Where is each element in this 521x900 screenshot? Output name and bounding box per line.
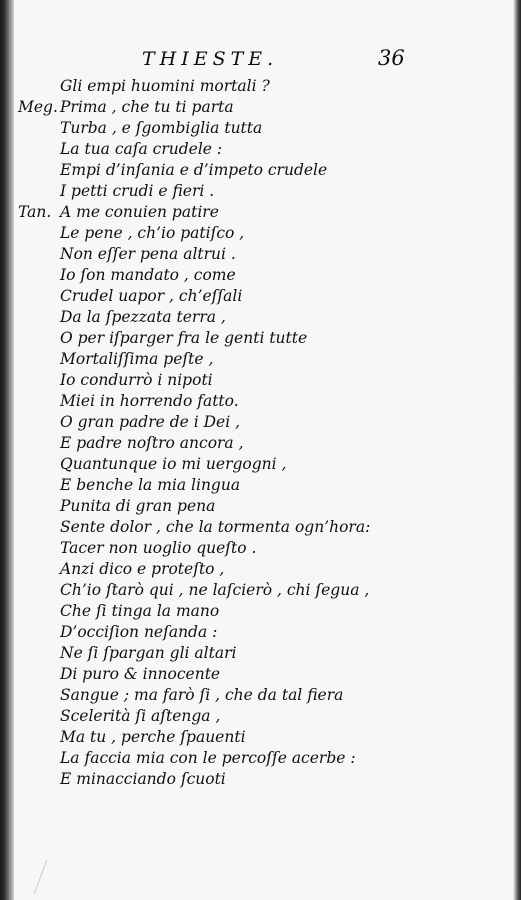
verse-line <box>0 559 521 580</box>
verse-line-text: Crudel uapor , ch’eſſali <box>60 287 243 305</box>
verse-line <box>0 496 521 517</box>
verse-line-text: Io condurrò i nipoti <box>60 371 213 389</box>
verse-line-text: E benche la mia lingua <box>60 476 241 494</box>
verse-line-text: Mortaliſſima peſte , <box>60 350 214 368</box>
verse-line-text: Prima , che tu ti parta <box>60 98 234 116</box>
verse-line <box>0 538 521 559</box>
verse-line <box>0 265 521 286</box>
verse-line-text: Scelerità ſi aſtenga , <box>60 707 221 725</box>
verse-line <box>0 706 521 727</box>
verse-line-text: O per iſparger fra le genti tutte <box>60 329 308 347</box>
verse-line <box>0 118 521 139</box>
ink-mark <box>34 860 77 894</box>
verse-text-block <box>0 76 521 790</box>
verse-line <box>0 139 521 160</box>
verse-line-text: O gran padre de i Dei , <box>60 413 241 431</box>
verse-line <box>0 370 521 391</box>
verse-line-text: Miei in horrendo fatto. <box>60 392 239 410</box>
verse-line-text: A me conuien patire <box>60 203 219 221</box>
verse-line <box>0 433 521 454</box>
verse-line <box>0 601 521 622</box>
page-number: 36 <box>378 46 405 70</box>
verse-line <box>0 286 521 307</box>
verse-line-text: E padre noſtro ancora , <box>60 434 244 452</box>
verse-line-text: Le pene , ch’io patiſco , <box>60 224 245 242</box>
verse-line <box>0 517 521 538</box>
verse-line-text: Ma tu , perche ſpauenti <box>60 728 246 746</box>
verse-line <box>0 475 521 496</box>
page-header <box>0 48 521 76</box>
verse-line-text: Ne ſi ſpargan gli altari <box>60 644 237 662</box>
verse-line-text: D’occiſion neſanda : <box>60 623 218 641</box>
verse-line <box>0 664 521 685</box>
verse-line <box>0 223 521 244</box>
verse-line <box>0 454 521 475</box>
verse-line <box>0 76 521 97</box>
verse-line-text: La tua caſa crudele : <box>60 140 223 158</box>
verse-line <box>0 181 521 202</box>
verse-line-text: Turba , e ſgombiglia tutta <box>60 119 263 137</box>
verse-line <box>0 580 521 601</box>
verse-line <box>0 160 521 181</box>
verse-line-text: Sangue ; ma farò ſi , che da tal fiera <box>60 686 344 704</box>
verse-line-text: Di puro & innocente <box>60 665 221 683</box>
verse-line <box>0 328 521 349</box>
verse-line-text: Anzi dico e proteſto , <box>60 560 225 578</box>
verse-line-text: Gli empi huomini mortali ? <box>60 77 270 95</box>
verse-line-text: La faccia mia con le percoſſe acerbe : <box>60 749 356 767</box>
verse-line-text: Empi d’inſania e d’impeto crudele <box>60 161 328 179</box>
verse-line-text: E minacciando ſcuoti <box>60 770 226 788</box>
verse-line <box>0 643 521 664</box>
verse-line <box>0 748 521 769</box>
verse-line-text: I petti crudi e fieri . <box>60 182 215 200</box>
verse-line-text: Non eſſer pena altrui . <box>60 245 236 263</box>
verse-line <box>0 349 521 370</box>
verse-line-text: Quantunque io mi uergogni , <box>60 455 287 473</box>
verse-line <box>0 202 521 223</box>
speaker-label: Tan. <box>18 203 52 221</box>
verse-line-text: Io ſon mandato , come <box>60 266 236 284</box>
verse-line <box>0 244 521 265</box>
verse-line <box>0 727 521 748</box>
verse-line <box>0 97 521 118</box>
verse-line <box>0 391 521 412</box>
running-title: THIESTE. <box>142 48 279 70</box>
verse-line <box>0 412 521 433</box>
speaker-label: Meg. <box>18 98 58 116</box>
verse-line <box>0 622 521 643</box>
verse-line-text: Punita di gran pena <box>60 497 216 515</box>
verse-line <box>0 307 521 328</box>
verse-line <box>0 685 521 706</box>
verse-line-text: Che ſi tinga la mano <box>60 602 220 620</box>
verse-line <box>0 769 521 790</box>
verse-line-text: Tacer non uoglio queſto . <box>60 539 257 557</box>
verse-line-text: Sente dolor , che la tormenta ogn’hora: <box>60 518 371 536</box>
verse-line-text: Ch’io ſtarò qui , ne laſcierò , chi ſegua , <box>60 581 370 599</box>
verse-line-text: Da la ſpezzata terra , <box>60 308 226 326</box>
